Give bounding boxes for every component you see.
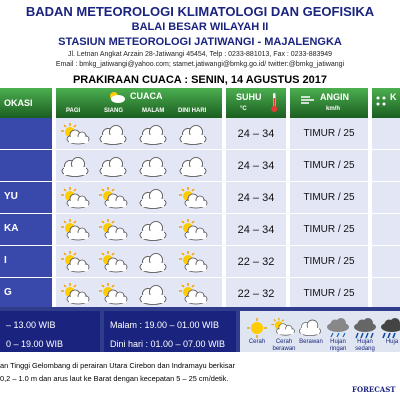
weather-cell [56, 278, 222, 309]
time-range-dini-hari: Dini hari : 01.00 – 07.00 WIB [110, 339, 226, 349]
column-header-kelembaban [372, 88, 400, 118]
forecast-row [0, 118, 400, 149]
berawan-icon [176, 154, 210, 178]
time-siang: SIANG [104, 108, 124, 114]
kelembaban-label: K [390, 92, 397, 102]
location-name: I [4, 255, 7, 266]
legend-label: Hujan sedang [355, 339, 375, 352]
legend-label: Cerah [248, 339, 266, 345]
legend-label: Berawan [299, 339, 323, 345]
cerah-berawan-icon [176, 282, 210, 306]
cloud-icon [108, 90, 126, 104]
location-cell [0, 150, 52, 181]
time-range-malam: Malam : 19.00 – 01.00 WIB [110, 320, 220, 330]
notice-line-1: an Tinggi Gelombang di perairan Utara Cirebon dan Indramayu berkisar [0, 361, 235, 370]
location-cell [0, 246, 52, 277]
cerah-berawan-icon [96, 186, 130, 210]
wind-cell [290, 118, 368, 149]
contact-text: Email : bmkg_jatiwangi@yahoo.com; stamet.jatiwangi@bmkg.go.id/ twitter:@bmkg_jatiwangi [55, 61, 345, 68]
notice-line-2: 0,2 – 1.0 m dan arus laut ke Barat dengan kecepatan 5 – 25 cm/detik. [0, 374, 229, 383]
weather-cell [56, 182, 222, 213]
forecast-row [0, 150, 400, 181]
temperature-value: 24 – 34 [237, 128, 275, 140]
forecaster-label: FORECAST [352, 385, 396, 394]
cerah-berawan-icon [58, 186, 92, 210]
wind-cell [290, 278, 368, 309]
time-dini-hari: DINI HARI [178, 108, 207, 114]
agency-title: BADAN METEOROLOGI KLIMATOLOGI DAN GEOFISIKA [25, 4, 375, 19]
berawan-icon [136, 186, 170, 210]
berawan-icon [96, 122, 130, 146]
wind-value: TIMUR / 25 [303, 128, 355, 139]
forecast-row [0, 246, 400, 277]
wind-value: TIMUR / 25 [303, 224, 355, 235]
location-name: G [4, 287, 12, 298]
forecast-title: PRAKIRAAN CUACA : SENIN, 14 AGUSTUS 2017 [72, 74, 328, 86]
cerah-berawan-icon [96, 250, 130, 274]
suhu-label: SUHU [236, 92, 262, 102]
legend-label: Cerah berawan [272, 339, 296, 352]
location-name: YU [4, 191, 18, 202]
temperature-value: 22 – 32 [237, 256, 275, 268]
humidity-cell [372, 214, 400, 245]
column-header-angin [290, 88, 368, 118]
temperature-cell [226, 118, 286, 149]
column-header-suhu [226, 88, 286, 118]
time-range-box-2 [104, 311, 236, 357]
cerah-berawan-icon [176, 186, 210, 210]
column-header-lokasi [0, 88, 52, 118]
humidity-cell [372, 118, 400, 149]
cerah-berawan-icon [58, 218, 92, 242]
humidity-cell [372, 246, 400, 277]
temperature-cell [226, 246, 286, 277]
berawan-icon [58, 154, 92, 178]
suhu-unit: °C [240, 106, 247, 112]
address-text: Jl. Letnan Angkat Arzain 28-Jatiwangi 45454, Telp : 0233-881013, Fax : 0233-883949 [67, 51, 333, 58]
station-title: STASIUN METEOROLOGI JATIWANGI - MAJALENGKA [58, 36, 342, 48]
wind-cell [290, 150, 368, 181]
berawan-icon [136, 218, 170, 242]
wind-cell [290, 182, 368, 213]
forecast-row [0, 182, 400, 213]
forecast-row [0, 278, 400, 309]
humidity-icon [375, 95, 389, 107]
wind-value: TIMUR / 25 [303, 288, 355, 299]
humidity-cell [372, 150, 400, 181]
cerah-berawan-icon [58, 250, 92, 274]
location-cell [0, 182, 52, 213]
balai-title: BALAI BESAR WILAYAH II [131, 21, 269, 33]
time-pagi: PAGI [66, 108, 81, 114]
cerah-berawan-icon [176, 218, 210, 242]
wind-cell [290, 214, 368, 245]
notice-box [0, 352, 400, 400]
angin-unit: km/h [326, 106, 341, 112]
weather-cell [56, 118, 222, 149]
temperature-cell [226, 278, 286, 309]
cerah-berawan-icon [58, 282, 92, 306]
berawan-icon [136, 282, 170, 306]
header [0, 0, 400, 88]
location-cell [0, 118, 52, 149]
cerah-berawan-icon [58, 122, 92, 146]
wind-icon [300, 94, 316, 106]
wind-value: TIMUR / 25 [303, 192, 355, 203]
legend-label: Huja [385, 339, 399, 345]
wind-value: TIMUR / 25 [303, 160, 355, 171]
column-header-cuaca [56, 88, 222, 118]
berawan-icon [96, 154, 130, 178]
temperature-value: 24 – 34 [237, 192, 275, 204]
temperature-value: 22 – 32 [237, 288, 275, 300]
thermometer-icon [270, 92, 278, 114]
berawan-icon [136, 154, 170, 178]
cerah-berawan-icon [176, 250, 210, 274]
humidity-cell [372, 182, 400, 213]
berawan-icon [136, 122, 170, 146]
cerah-berawan-icon [96, 218, 130, 242]
berawan-icon [136, 250, 170, 274]
wind-cell [290, 246, 368, 277]
time-range-box-1 [0, 311, 100, 357]
wind-value: TIMUR / 25 [303, 256, 355, 267]
temperature-value: 24 – 34 [237, 224, 275, 236]
temperature-value: 24 – 34 [237, 160, 275, 172]
lokasi-label: OKASI [4, 98, 33, 108]
berawan-icon [176, 122, 210, 146]
humidity-cell [372, 278, 400, 309]
weather-cell [56, 214, 222, 245]
angin-label: ANGIN [320, 92, 349, 102]
cerah-berawan-icon [96, 282, 130, 306]
forecast-row [0, 214, 400, 245]
time-range-siang: 0 – 19.00 WIB [6, 339, 64, 349]
location-cell [0, 278, 52, 309]
time-range-pagi: – 13.00 WIB [6, 320, 56, 330]
weather-cell [56, 246, 222, 277]
cuaca-label: CUACA [130, 91, 163, 101]
temperature-cell [226, 214, 286, 245]
weather-cell [56, 150, 222, 181]
temperature-cell [226, 182, 286, 213]
location-cell [0, 214, 52, 245]
legend-label: Hujan ringan [329, 339, 347, 352]
temperature-cell [226, 150, 286, 181]
time-malam: MALAM [142, 108, 165, 114]
location-name: KA [4, 223, 19, 234]
